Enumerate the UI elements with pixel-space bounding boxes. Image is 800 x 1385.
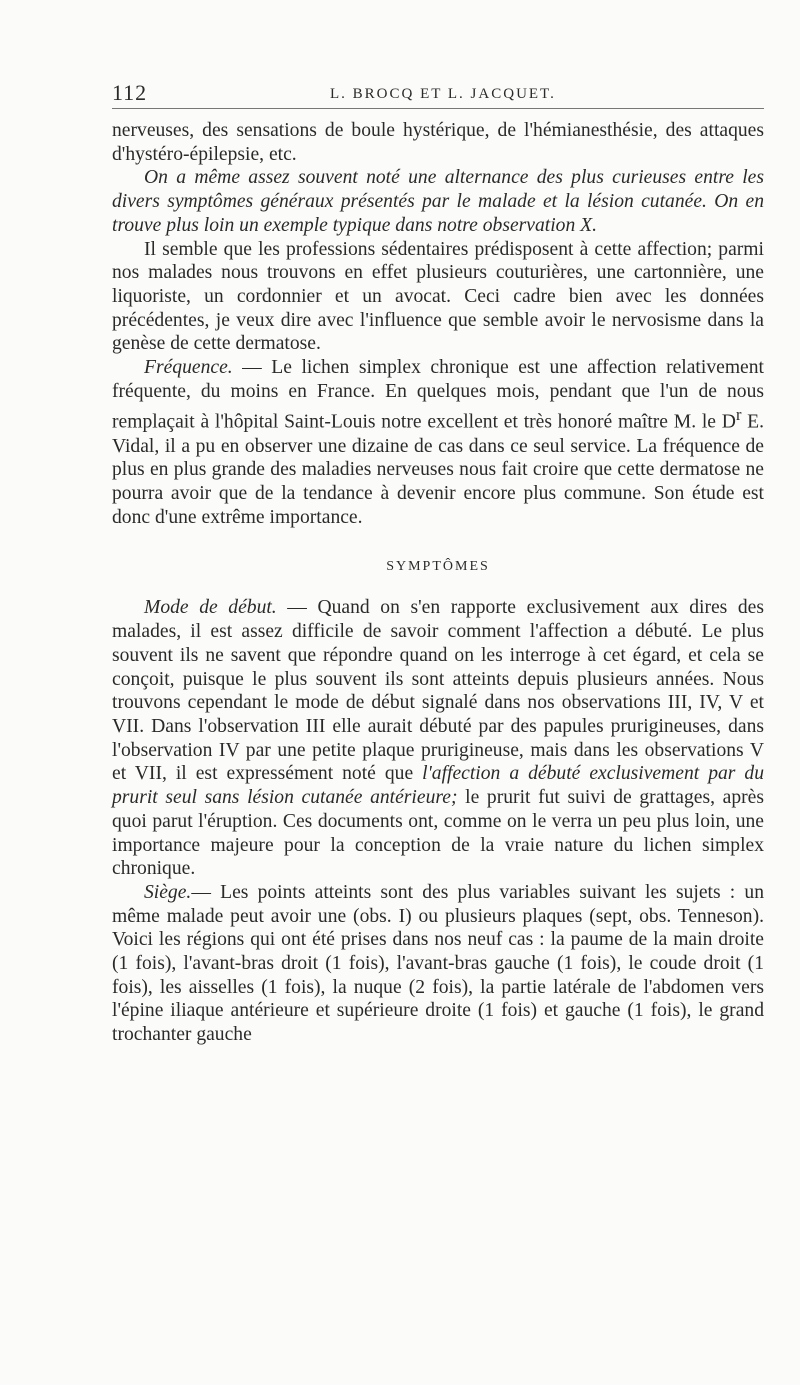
paragraph-mode-de-debut bbox=[112, 596, 764, 880]
paragraph-text: On a même assez souvent noté une alternance des plus curieuses entre les divers symptômes généraux présentés par le malade et la lésion cutanée. On en trouve plus loin un exemple typique dans notre observation X. bbox=[112, 167, 764, 236]
section-heading: SYMPTÔMES bbox=[386, 559, 490, 575]
run-in-heading: Fréquence. bbox=[144, 357, 233, 379]
book-page bbox=[112, 78, 764, 1047]
body-text bbox=[112, 119, 764, 1047]
run-in-heading: Mode de début. bbox=[144, 597, 277, 619]
page-number: 112 bbox=[112, 80, 148, 105]
superscript: r bbox=[735, 405, 742, 425]
paragraph-professions bbox=[112, 238, 764, 357]
paragraph-text: — Quand on s'en rapporte exclusivement aux dires des malades, il est assez difficile de savoir comment l'affection a débuté. Le plus souvent ils ne savent que répondre quand on les interroge à cet égard, et cela se conçoit, puisque le plus souvent ils sont atteints depuis plusieurs années. Nous trouvons cependant le mode de début signalé dans nos observations III, IV, V et VII. Dans l'observation III elle aurait débuté par des papules prurigineuses, dans l'observation IV par une petite plaque prurigineuse, mais dans les observations V et VII, il est expressément noté que bbox=[112, 597, 764, 785]
paragraph-text: E. Vidal, il a pu en observer une dizaine de cas dans ce seul service. La fréquence de plus en plus grande des maladies nerveuses nous fait croire que cette dermatose ne pourra avoir que de la tendance à devenir encore plus commune. Son étude est donc d'une extrême importance. bbox=[112, 411, 765, 528]
paragraph-text: — Les points atteints sont des plus variables suivant les sujets : un même malade peut avoir une (obs. I) ou plusieurs plaques (sept, obs. Tenneson). Voici les régions qui ont été prises dans nos neuf cas : la paume de la main droite (1 fois), l'avant-bras droit (1 fois), l'avant-bras gauche (1 fois), le coude droit (1 fois), les aisselles (1 fois), la nuque (2 fois), la partie latérale de l'abdomen vers l'épine iliaque antérieure et supérieure droite (1 fois) et gauche (1 fois), le grand trochanter gauche bbox=[112, 881, 764, 1046]
paragraph-frequence bbox=[112, 356, 764, 529]
paragraph-italic-note bbox=[112, 166, 764, 237]
running-header bbox=[112, 78, 764, 109]
paragraph-siege bbox=[112, 881, 764, 1047]
emphasized-text: l'affection a débuté exclusivement par du prurit seul sans lésion cutanée antérieure; bbox=[112, 763, 764, 809]
paragraph-text: le prurit fut suivi de grattages, après quoi parut l'éruption. Ces documents ont, comme on le verra un peu plus loin, une importance majeure pour la conception de la vraie nature du lichen simplex chronique. bbox=[112, 787, 764, 880]
run-in-heading: Siège. bbox=[144, 881, 192, 903]
paragraph-text: Il semble que les professions sédentaires prédisposent à cette affection; parmi nos malades nous trouvons en effet plusieurs couturières, une cartonnière, une liquoriste, un cordonnier et un avocat. Ceci cadre bien avec les données précédentes, je veux dire avec l'influence que semble avoir le nervosisme dans la genèse de cette dermatose. bbox=[112, 238, 764, 355]
paragraph-text: nerveuses, des sensations de boule hystérique, de l'hémianesthésie, des attaques d'hystéro-épilepsie, etc. bbox=[112, 120, 764, 165]
running-title: L. BROCQ ET L. JACQUET. bbox=[330, 86, 556, 102]
paragraph-text: — Le lichen simplex chronique est une affection relativement fréquente, du moins en France. En quelques mois, pendant que l'un de nous remplaçait à l'hôpital Saint-Louis notre excellent et très honoré maître M. le D bbox=[112, 357, 764, 433]
paragraph-continuation bbox=[112, 119, 764, 166]
